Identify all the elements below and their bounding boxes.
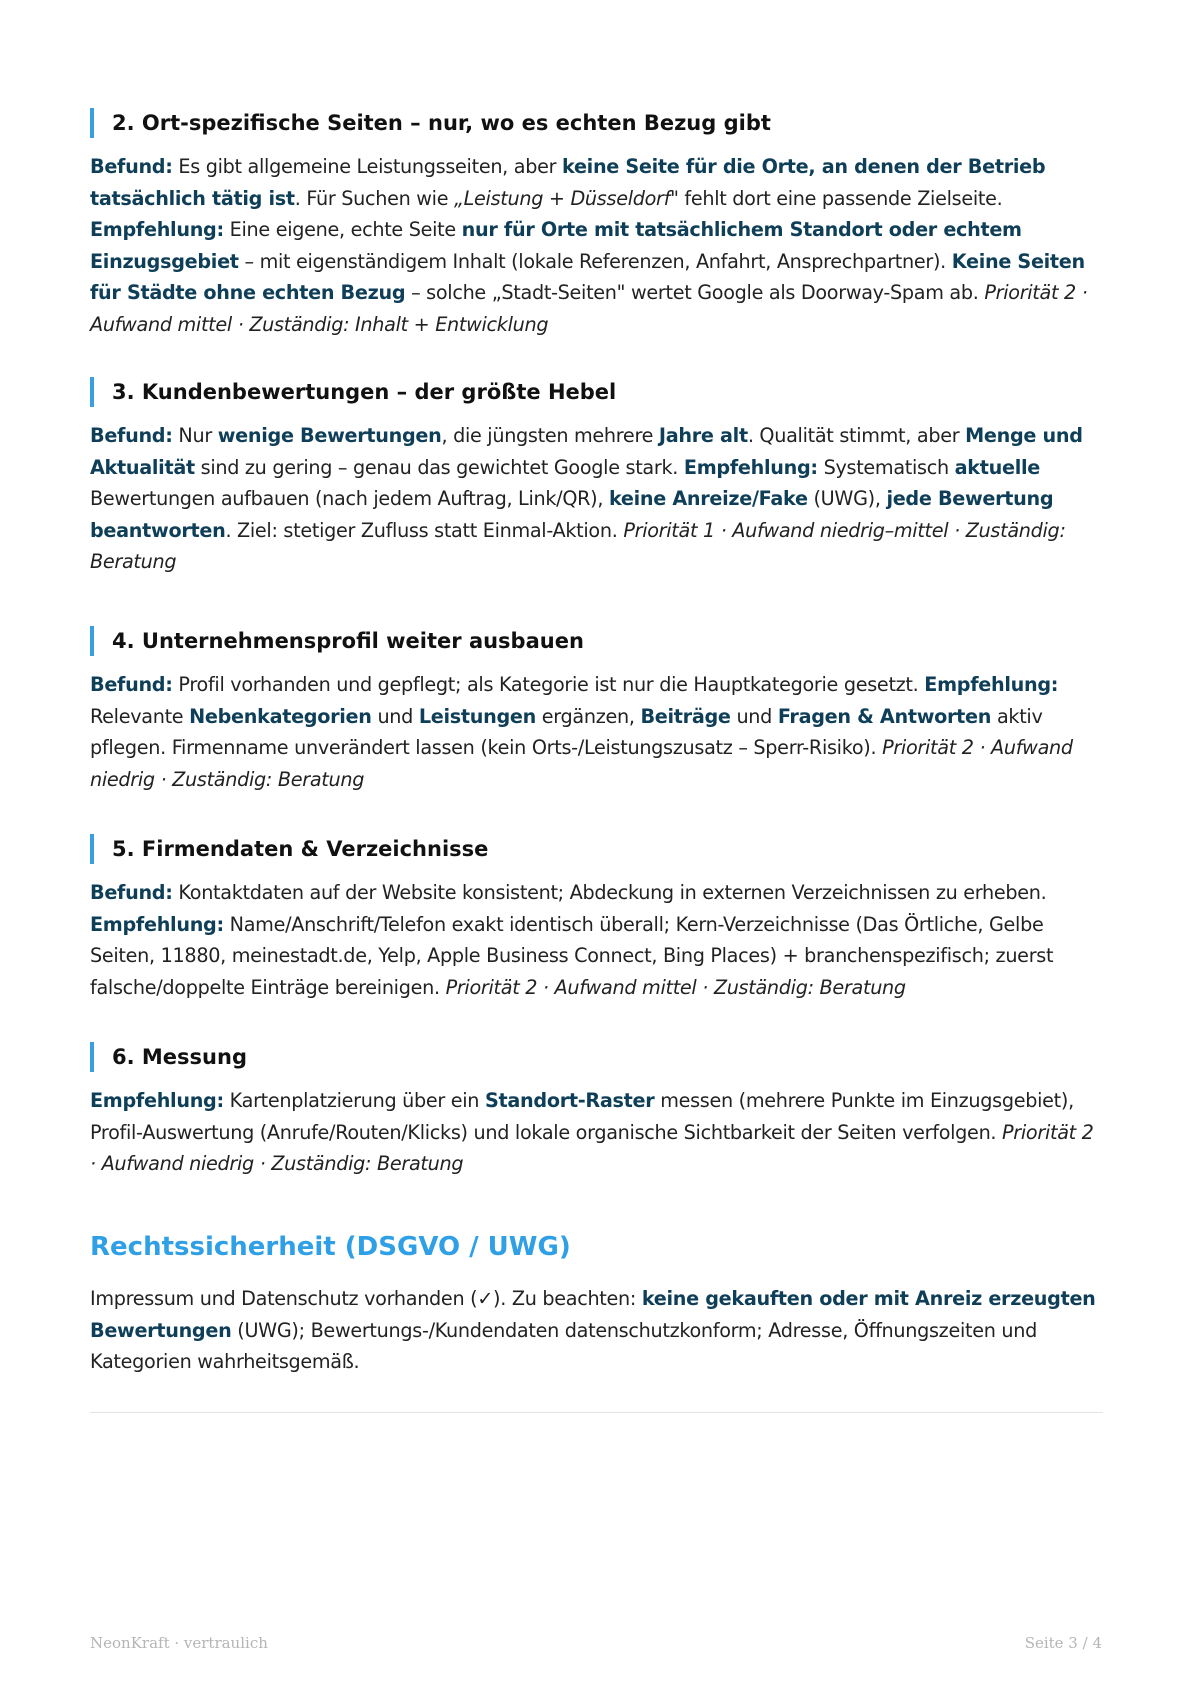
body-text: . Für Suchen wie [294, 186, 454, 210]
body-text: ergänzen, [535, 704, 641, 728]
emphasis-text: Fragen & Antworten [777, 704, 992, 728]
emphasis-text: Empfehlung: [90, 912, 224, 936]
emphasis-text: Empfehlung: [90, 218, 224, 242]
body-text: und [371, 704, 419, 728]
emphasis-text: Befund: [90, 881, 173, 904]
body-text: – solche „Stadt-Seiten" wertet Google als Doorway-Spam ab. [405, 281, 985, 305]
body-text: Kartenplatzierung über ein [223, 1089, 485, 1112]
emphasis-text: Keine Seiten für Städte ohne echten Bezug [90, 249, 1085, 305]
body-text: Kontaktdaten auf der Website konsistent; Abdeckung in externen Verzeichnissen zu erheben. [172, 881, 1047, 904]
section-messung [90, 1042, 1103, 1180]
meta-text: Priorität 2 · Aufwand niedrig · Zuständig: Beratung [90, 1120, 1094, 1176]
section-title: Rechtssicherheit (DSGVO / UWG) [90, 1232, 571, 1262]
emphasis-text: Leistungen [418, 704, 536, 728]
body-text: Bewertungen aufbauen (nach jedem Auftrag, Link/QR), [90, 487, 609, 511]
body-text: Impressum und Datenschutz vorhanden (✓). Zu beachten: [90, 1287, 642, 1310]
emphasis-text: wenige Bewertungen [217, 424, 442, 447]
emphasis-text: Jahre alt [658, 424, 748, 447]
emphasis-text: nur für Orte mit tatsächlichem Standort oder echtem Einzugsgebiet [90, 218, 1022, 273]
body-text: . Ziel: stetiger Zufluss statt Einmal-Aktion. [225, 518, 624, 542]
section-firmendaten [90, 834, 1103, 1003]
body-text: (UWG), [807, 487, 887, 511]
emphasis-text: Befund: [90, 155, 173, 178]
section-paragraph [90, 877, 1103, 1003]
section-heading: 3. Kundenbewertungen – der größte Hebel [90, 377, 1103, 407]
meta-text: Priorität 1 · Aufwand niedrig–mittel · Zuständig: Beratung [90, 518, 1066, 574]
body-text: sind zu gering – genau das gewichtet Google stark. [194, 455, 684, 479]
body-text: Systematisch [817, 455, 955, 479]
body-text: Nur [172, 424, 218, 447]
section-unternehmensprofil [90, 626, 1103, 795]
body-text: aktiv pflegen. Firmenname unverändert lassen (kein Orts-/Leistungszusatz – Sperr-Risiko). [90, 704, 1043, 760]
footer-page-number: Seite 3 / 4 [1024, 1634, 1102, 1652]
body-text: Relevante [90, 704, 190, 728]
emphasis-text: Befund: [90, 424, 173, 447]
body-text: – mit eigenständigem Inhalt (lokale Referenzen, Anfahrt, Ansprechpartner). [238, 249, 952, 273]
body-text: , die jüngsten mehrere [441, 424, 659, 447]
divider [90, 1412, 1103, 1413]
body-text: Profil vorhanden und gepflegt; als Kategorie ist nur die Hauptkategorie gesetzt. [172, 673, 925, 696]
emphasis-text: Menge und Aktualität [90, 424, 1083, 479]
heading-accent-bar [90, 626, 94, 656]
emphasis-text: aktuelle [954, 455, 1040, 479]
section-paragraph [90, 420, 1103, 578]
body-text: (UWG); Bewertungs-/Kundendaten datenschutzkonform; Adresse, Öffnungszeiten und Kategorien wahrheitsgemäß. [90, 1318, 1037, 1374]
body-text: . Qualität stimmt, aber [747, 424, 966, 447]
meta-text: Priorität 2 · Aufwand mittel · Zuständig: Beratung [445, 975, 906, 999]
body-text: Eine eigene, echte Seite [223, 218, 462, 242]
section-rechtssicherheit [90, 1230, 1103, 1378]
section-heading: 5. Firmendaten & Verzeichnisse [90, 834, 1103, 864]
section-paragraph [90, 1283, 1103, 1378]
emphasis-text: Beiträge [640, 704, 731, 728]
body-text: messen (mehrere Punkte im Einzugsgebiet), Profil-Auswertung (Anrufe/Routen/Klicks) und lokale organische Sichtbarkeit der Seiten verfolgen. [90, 1089, 1074, 1144]
emphasis-text: keine Anreize/Fake [608, 487, 808, 511]
section-heading: 2. Ort-spezifische Seiten – nur, wo es echten Bezug gibt [90, 108, 1103, 138]
section-paragraph [90, 151, 1103, 341]
heading-accent-bar [90, 108, 94, 138]
heading-accent-bar [90, 377, 94, 407]
section-ort-seiten [90, 108, 1103, 341]
meta-text: Priorität 2 · Aufwand niedrig · Zuständig: Beratung [90, 736, 1073, 791]
emphasis-text: Nebenkategorien [189, 704, 372, 728]
body-text: fehlt dort eine passende Zielseite. [678, 186, 1003, 210]
heading-accent-bar [90, 834, 94, 864]
heading-accent-bar [90, 1042, 94, 1072]
body-text: Name/Anschrift/Telefon exakt identisch überall; Kern-Verzeichnisse (Das Örtliche, Gelbe Seiten, 11880, meinestadt.de, Yelp, Apple Business Connect, Bing Places) + branchenspezifisch; zuerst falsche/doppelte Einträge bereinigen. [90, 912, 1054, 999]
meta-text: „Leistung + Düsseldorf" [454, 186, 679, 210]
footer-confidential: NeonKraft · vertraulich [90, 1634, 268, 1652]
section-heading: 6. Messung [90, 1042, 1103, 1072]
emphasis-text: Befund: [90, 673, 173, 696]
emphasis-text: Empfehlung: [683, 455, 818, 479]
section-kundenbewertungen [90, 377, 1103, 578]
emphasis-text: Empfehlung: [924, 673, 1059, 696]
body-text: und [730, 704, 778, 728]
section-heading: 4. Unternehmensprofil weiter ausbauen [90, 626, 1103, 656]
emphasis-text: keine Seite für die Orte, an denen der Betrieb tatsächlich tätig ist [90, 155, 1046, 210]
meta-text: Priorität 2 · Aufwand mittel · Zuständig: Inhalt + Entwicklung [90, 281, 1088, 336]
emphasis-text: keine gekauften oder mit Anreiz erzeugten Bewertungen [90, 1287, 1096, 1342]
emphasis-text: Empfehlung: [90, 1089, 224, 1112]
section-paragraph [90, 1085, 1103, 1180]
emphasis-text: jede Bewertung beantworten [90, 487, 1054, 542]
emphasis-text: Standort-Raster [484, 1089, 655, 1112]
section-paragraph [90, 669, 1103, 795]
body-text: Es gibt allgemeine Leistungsseiten, aber [172, 155, 563, 178]
